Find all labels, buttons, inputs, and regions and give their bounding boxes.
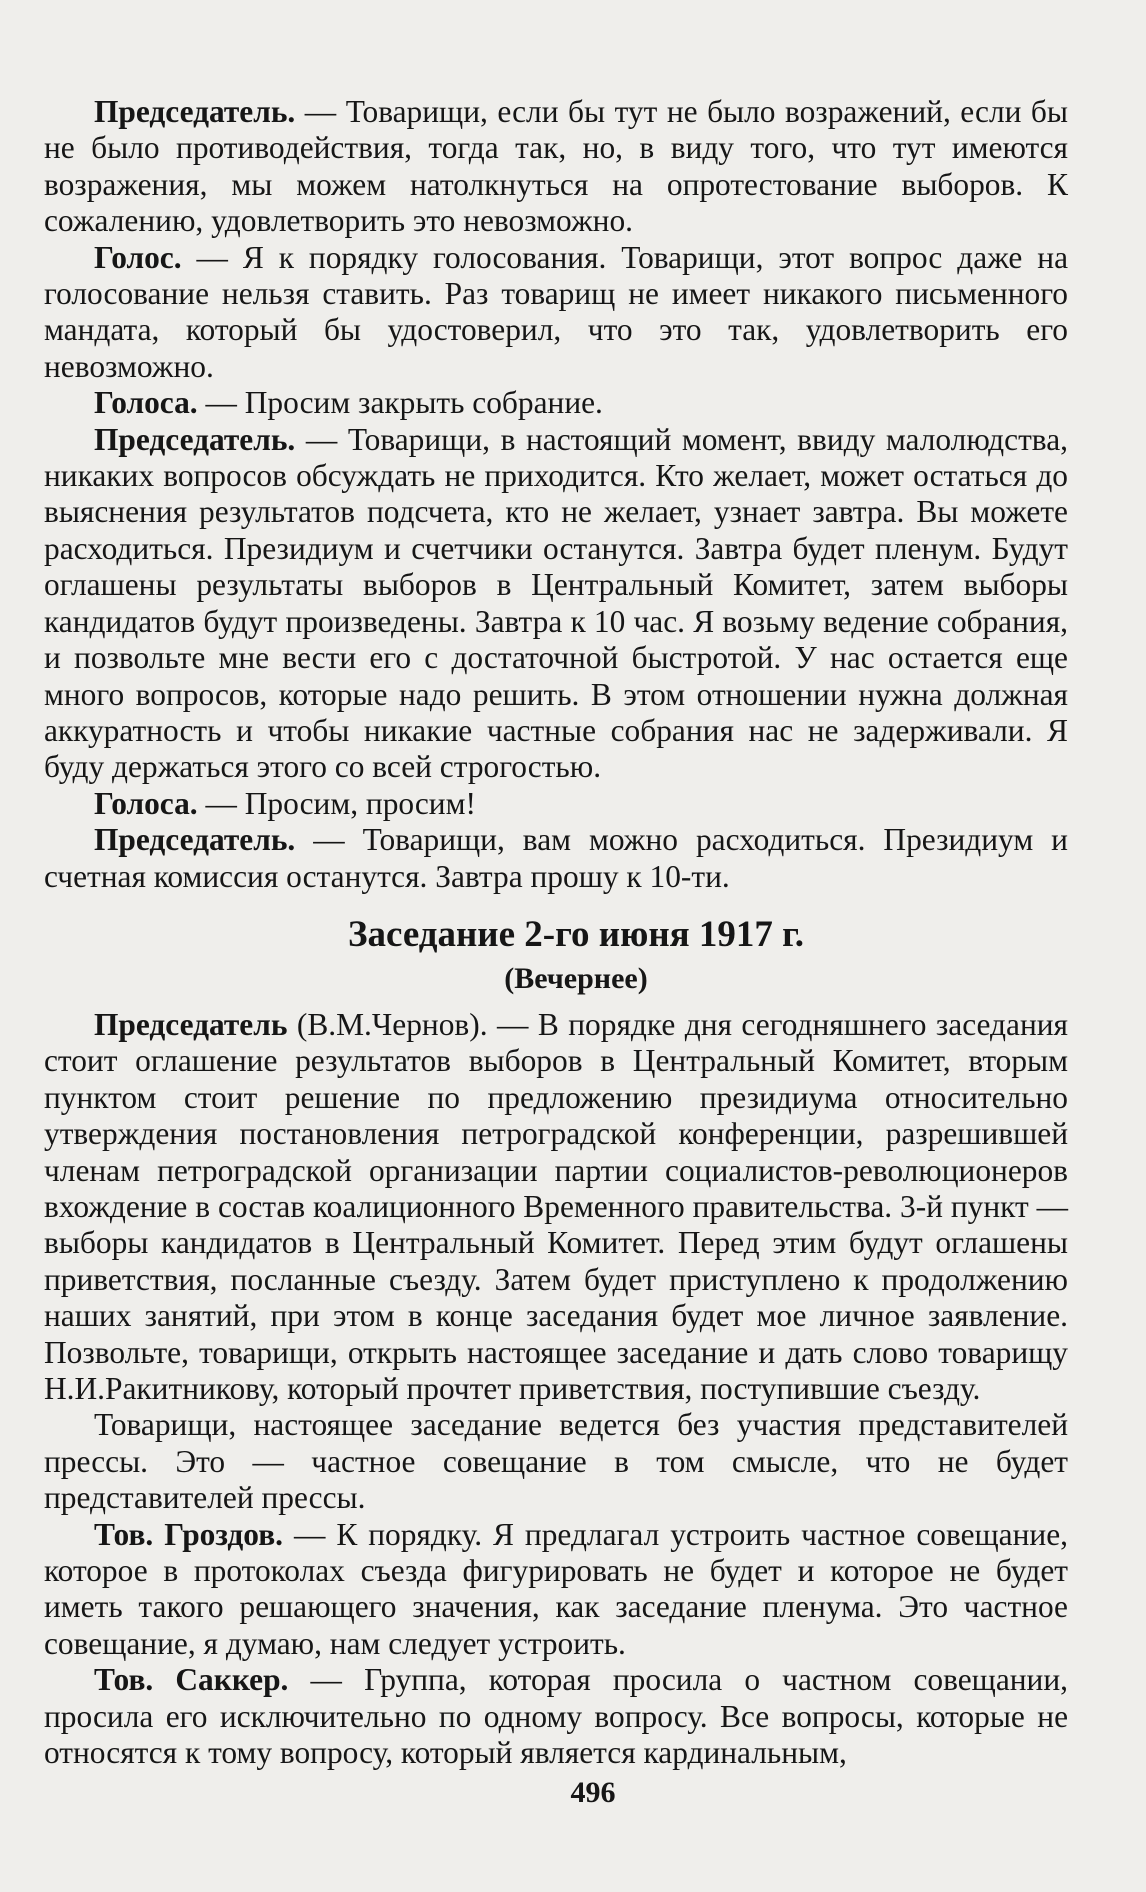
paragraph-text: — Просим закрыть собрание.	[197, 385, 603, 421]
page-number: 496	[570, 1776, 616, 1809]
paragraph-text: Товарищи, настоящее заседание ведется без участия представителей прессы. Это — частное совещание в том смысле, что не будет представителей прессы.	[44, 1407, 1068, 1516]
paragraph-5	[44, 786, 1068, 822]
speaker-label: Председатель.	[94, 822, 296, 858]
speaker-label: Тов. Гроздов.	[94, 1516, 283, 1552]
paragraph-text: — Товарищи, если бы тут не было возражений, если бы не было противодействия, тогда так, но, в виду того, что тут имеются возражения, мы можем натолкнуться на опротестование выборов. К сожалению, удовлетворить это невозможно.	[44, 94, 1068, 239]
session-subheading: (Вечернее)	[504, 961, 648, 995]
paragraph-9	[44, 1517, 1068, 1663]
paragraph-text: — Группа, которая просила о частном совещании, просила его исключительно по одному вопросу. Все вопросы, которые не относятся к тому вопросу, который является кардинальным,	[44, 1662, 1068, 1771]
speaker-label: Председатель.	[94, 421, 296, 457]
paragraph-4	[44, 422, 1068, 786]
paragraph-7	[44, 1007, 1068, 1407]
paragraph-text: — Товарищи, вам можно расходиться. Президиум и счетная комиссия останутся. Завтра прошу к 10-ти.	[44, 822, 1068, 894]
paragraph-text: — Товарищи, в настоящий момент, ввиду малолюдства, никаких вопросов обсуждать не приходится. Кто желает, может остаться до выяснения результатов подсчета, кто не желает, узнает завтра. Вы можете расходиться. Президиум и счетчики останутся. Завтра будет пленум. Будут оглашены результаты выборов в Центральный Комитет, затем выборы кандидатов будут произведены. Завтра к 10 час. Я возьму ведение собрания, и позвольте мне вести его с достаточной быстротой. У нас остается еще много вопросов, которые надо решить. В этом отношении нужна должная аккуратность и чтобы никакие частные собрания нас не задерживали. Я буду держаться этого со всей строгостью.	[44, 421, 1068, 785]
paragraph-8	[44, 1407, 1068, 1516]
speaker-label: Голоса.	[94, 385, 198, 421]
session-heading: Заседание 2-го июня 1917 г.	[347, 913, 805, 955]
paragraph-1	[44, 94, 1068, 240]
speaker-label: Голос.	[94, 239, 182, 275]
paragraph-3	[44, 385, 1068, 421]
paragraph-2	[44, 240, 1068, 386]
paragraph-6	[44, 822, 1068, 895]
paragraph-text: — К порядку. Я предлагал устроить частное совещание, которое в протоколах съезда фигурировать не будет и которое не будет иметь такого решающего значения, как заседание пленума. Это частное совещание, я думаю, нам следует устроить.	[44, 1516, 1068, 1661]
speaker-label: Председатель.	[94, 94, 296, 129]
speaker-label: Председатель	[94, 1006, 288, 1042]
paragraph-text: — Просим, просим!	[197, 785, 476, 821]
paragraph-10	[44, 1662, 1068, 1771]
speaker-label: Голоса.	[94, 785, 198, 821]
speaker-label: Тов. Саккер.	[94, 1662, 289, 1698]
paragraph-text: — Я к порядку голосования. Товарищи, этот вопрос даже на голосование нельзя ставить. Раз товарищ не имеет никакого письменного мандата, который бы удостоверил, что это так, удовлетворить его невозможно.	[44, 239, 1068, 384]
paragraph-text: (В.М.Чернов). — В порядке дня сегодняшнего заседания стоит оглашение результатов выборов в Центральный Комитет, вторым пунктом стоит решение по предложению президиума относительно утверждения постановления петроградской конференции, разрешившей членам петроградской организации партии социалистов-революционеров вхождение в состав коалиционного Временного правительства. 3-й пункт — выборы кандидатов в Центральный Комитет. Перед этим будут оглашены приветствия, посланные съезду. Затем будет приступлено к продолжению наших занятий, при этом в конце заседания будет мое личное заявление. Позвольте, товарищи, открыть настоящее заседание и дать слово товарищу Н.И.Ракитникову, который прочтет приветствия, поступившие съезду.	[44, 1006, 1068, 1406]
